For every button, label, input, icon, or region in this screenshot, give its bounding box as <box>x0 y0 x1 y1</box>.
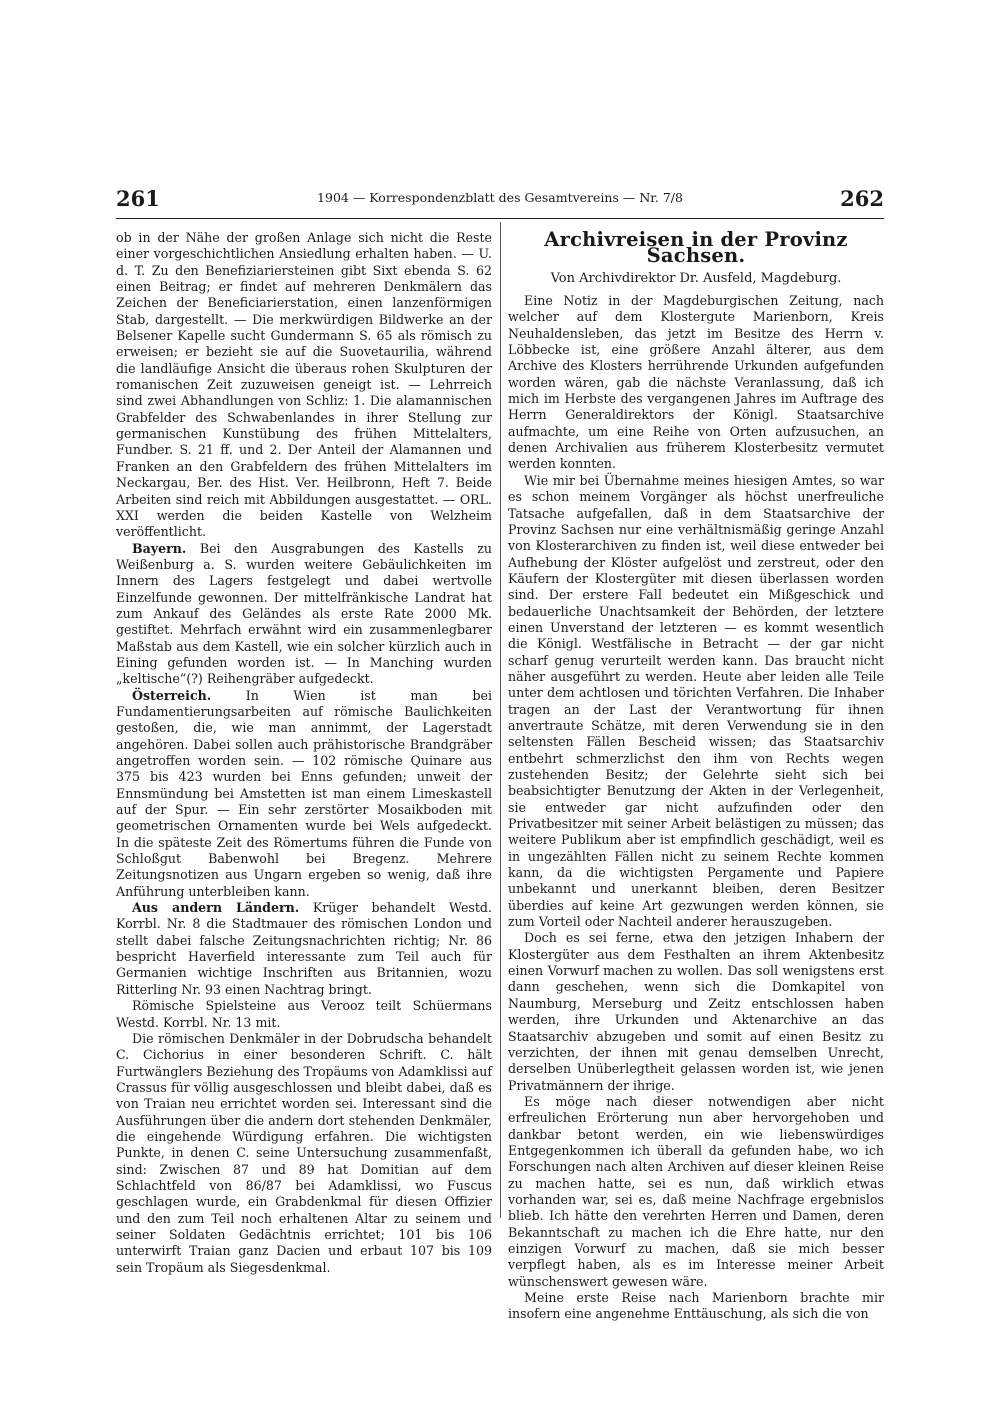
left-column <box>116 230 492 1276</box>
column-divider <box>500 222 501 1218</box>
page-header <box>116 186 884 216</box>
paragraph: Es möge nach dieser notwendigen aber nicht erfreulichen Erörterung nun aber hervorgehoben und dankbar betont werden, ein wie liebenswürdiges Entgegenkommen ich überall da gefunden habe, wo ich Forschungen nach alten Archiven auf dieser kleinen Reise zu machen hatte, sei es nun, daß wirklich etwas vorhanden war, sei es, daß meine Nachfrage ergebnislos blieb. Ich hätte den verehrten Herren und Damen, deren Bekanntschaft zu machen ich die Ehre hatte, nur den einzigen Vorwurf zu machen, daß sie mich besser verpflegt haben, als es im Interesse meiner Arbeit wünschenswert gewesen wäre. <box>508 1093 884 1289</box>
paragraph-text: Krüger behandelt Westd. Korrbl. Nr. 8 die Stadtmauer des römischen London und stellt dabei falsche Zeitungsnachrichten richtig; Nr. 86 bespricht Haverfield interessante zum Teil auch für Germanien wichtige Inschriften aus Britannien, wozu Ritterling Nr. 93 einen Nachtrag bringt. <box>116 900 492 997</box>
paragraph-text: In Wien ist man bei Fundamentierungsarbeiten auf römische Baulichkeiten gestoßen, die, wie man annimmt, der Lagerstadt angehören. Dabei sollen auch prähistorische Brandgräber angetroffen worden sein. — 102 römische Quinare aus 375 bis 423 wurden bei Enns gefunden; unweit der Ennsmündung bei Amstetten ist man einem Limeskastell auf der Spur. — Ein sehr zerstörter Mosaikboden mit geometrischen Ornamenten wurde bei Wels aufgedeckt. In die späteste Zeit des Römertums führen die Funde von Schloßgut Babenwohl bei Bregenz. Mehrere Zeitungsnotizen aus Ungarn ergeben so wenig, daß ihre Anführung unterbleiben kann. <box>116 687 492 899</box>
paragraph <box>116 900 492 998</box>
page-number-right: 262 <box>840 186 884 211</box>
right-column <box>508 230 884 1323</box>
paragraph-text: ob in der Nähe der großen Anlage sich nicht die Reste einer vorgeschichtlichen Ansiedlung erhalten haben. — U. d. T. Zu den Benefiziariersteinen gibt Sixt ebenda S. 62 einen Beitrag; er findet auf mehreren Denkmälern das Zeichen der Beneficiarierstation, einen lanzenförmigen Stab, dargestellt. — Die merkwürdigen Bildwerke an der Belsener Kapelle sucht Gundermann S. 65 als römisch zu erweisen; er bezieht sie auf die Suovetaurilia, während die landläufige Ansicht die überaus rohen Skulpturen der romanischen Zeit zuzuweisen geneigt ist. — Lehrreich sind zwei Abhandlungen von Schliz: 1. Die alamannischen Grabfelder des Schwabenlandes in ihrer Stellung zur germanischen Kunstübung des frühen Mittelalters, Fundber. S. 21 ff. und 2. Der Anteil der Alamannen und Franken an den Grabfeldern des frühen Mittelalters im Neckargau, Ber. des Hist. Ver. Heilbronn, Heft 7. Beide Arbeiten sind reich mit Abbildungen ausgestattet. — ORL. XXI werden die beiden Kastelle von Welzheim veröffentlicht. <box>116 230 492 540</box>
paragraph-text: Die römischen Denkmäler in der Dobrudscha behandelt C. Cichorius in einer besonderen Schrift. C. hält Furtwänglers Beziehung des Tropäums von Adamklissi auf Crassus für völlig ausgeschlossen und bleibt dabei, daß es von Traian neu errichtet worden sei. Interessant sind die Ausführungen über die andern dort stehenden Denkmäler, die eingehende Würdigung erfahren. Die wichtigsten Punkte, in denen C. seine Untersuchung zusammenfaßt, sind: Zwischen 87 und 89 hat Domitian auf dem Schlachtfeld von 86/87 bei Adamklissi, wo Fuscus geschlagen wurde, ein Grabdenkmal für diesen Offizier und den zum Teil noch erhaltenen Altar zu seinem und seiner Soldaten Gedächtnis errichtet; 101 bis 106 unterwirft Traian ganz Dacien und erbaut 107 bis 109 sein Tropäum als Siegesdenkmal. <box>116 1030 492 1275</box>
section-lead: Österreich. <box>132 687 212 703</box>
header-rule <box>116 218 884 219</box>
paragraph: Meine erste Reise nach Marienborn brachte mir insofern eine angenehme Enttäuschung, als sich die von <box>508 1290 884 1322</box>
paragraph <box>116 688 492 900</box>
section-lead: Aus andern Ländern. <box>132 900 300 916</box>
paragraph <box>116 230 492 541</box>
article-byline: Von Archivdirektor Dr. Ausfeld, Magdeburg. <box>550 270 842 286</box>
running-title: 1904 — Korrespondenzblatt des Gesamtvereins — Nr. 7/8 <box>317 190 683 205</box>
article-title: Archivreisen in der Provinz Sachsen. <box>544 228 848 268</box>
paragraph-text: Römische Spielsteine aus Verooz teilt Schüermans Westd. Korrbl. Nr. 13 mit. <box>116 998 492 1030</box>
page-number-left: 261 <box>116 186 160 211</box>
paragraph: Doch es sei ferne, etwa den jetzigen Inhabern der Klostergüter aus dem Festhalten an ihrem Aktenbesitz einen Vorwurf machen zu wollen. Das soll wenigstens erst dann geschehen, wenn sich die Domkapitel von Naumburg, Merseburg und Zeitz entschlossen haben werden, ihre Urkunden und Aktenarchive an das Staatsarchiv abzugeben und somit auf einen Besitz zu verzichten, der ihnen mit genau demselben Unrecht, derselben Unüberlegtheit gelassen worden ist, wie jenen Privatmännern der ihrige. <box>508 930 884 1093</box>
paragraph <box>116 541 492 688</box>
section-lead: Bayern. <box>132 540 187 556</box>
paragraph-text: Bei den Ausgrabungen des Kastells zu Weißenburg a. S. wurden weitere Gebäulichkeiten im Innern des Lagers festgelegt und dabei wertvolle Einzelfunde gewonnen. Der mittelfränkische Landrat hat zum Ankauf des Geländes als erste Rate 2000 Mk. gestiftet. Mehrfach erwähnt wird ein zusammenlegbarer Maßstab aus dem Kastell, wie ein solcher kürzlich auch in Eining gefunden worden ist. — In Manching wurden „keltische“(?) Reihengräber aufgedeckt. <box>116 540 492 687</box>
paragraph <box>116 998 492 1031</box>
paragraph: Eine Notiz in der Magdeburgischen Zeitung, nach welcher auf dem Klostergute Marienborn, Kreis Neuhaldensleben, das jetzt im Besitze des Herrn v. Löbbecke ist, eine größere Anzahl älterer, aus dem Archive des Klosters herrührende Urkunden aufgefunden worden wären, gab die nächste Veranlassung, daß ich mich im Herbste des vergangenen Jahres im Auftrage des Herrn Generaldirektors der Königl. Staatsarchive aufmachte, um eine Reihe von Orten aufzusuchen, an denen Archivalien aus früherem Klosterbesitz vermutet werden konnten. <box>508 293 884 472</box>
paragraph <box>116 1031 492 1276</box>
paragraph: Wie mir bei Übernahme meines hiesigen Amtes, so war es schon meinem Vorgänger als höchst unerfreuliche Tatsache aufgefallen, daß in dem Staatsarchive der Provinz Sachsen nur eine verhältnismäßig geringe Anzahl von Klosterarchiven zu finden ist, weil diese entweder bei Aufhebung der Klöster aufgelöst und zerstreut, oder den Käufern der Klostergüter mit diesen überlassen worden sind. Der erstere Fall bedeutet ein Mißgeschick und bedauerliche Unachtsamkeit der Behörden, der letztere einen Unverstand der letzteren — es kommt wesentlich die Königl. Westfälische in Betracht — der gar nicht scharf genug verurteilt werden kann. Das braucht nicht näher ausgeführt zu werden. Heute aber leiden alle Teile unter dem achtlosen und törichten Verfahren. Die Inhaber tragen an der Last der Verantwortung für ihnen anvertraute Schätze, mit deren Verwendung sie in den seltensten Fällen Bescheid wissen; das Staatsarchiv entbehrt schmerzlichst den ihm von Rechts wegen zustehenden Besitz; der Gelehrte sieht sich bei beabsichtigter Benutzung der Akten in der Verlegenheit, sie entweder gar nicht aufzufinden oder den Privatbesitzer mit seiner Arbeit belästigen zu müssen; das weitere Publikum aber ist empfindlich geschädigt, weil es in ungezählten Fällen nicht zu seinem Rechte kommen kann, da die wichtigsten Pergamente und Papiere unbekannt und unerkannt bleiben, deren Besitzer überdies auf keine Art gezwungen werden können, sie zum Vorteil oder Nachteil anderer herauszugeben. <box>508 472 884 930</box>
